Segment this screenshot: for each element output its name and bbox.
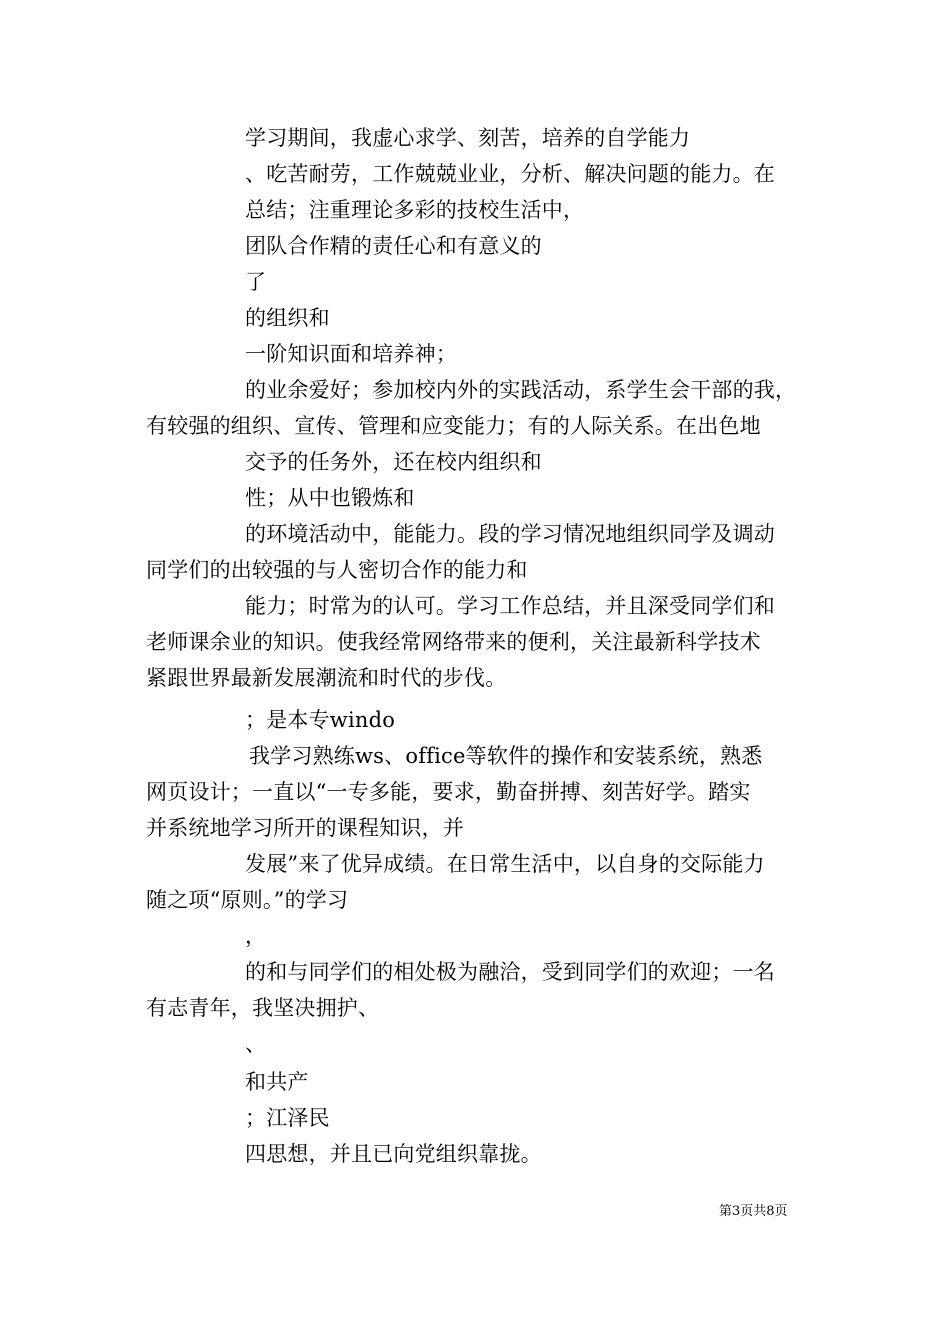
text-line: ；是本专windo [245, 708, 396, 732]
text-line: 一阶知识面和培养神； [245, 342, 457, 366]
text-line: 、 [245, 1032, 267, 1056]
text-line: 总结；注重理论多彩的技校生活中， [245, 198, 585, 222]
text-line: 我学习熟练ws、office等软件的操作和安装系统，熟悉 [249, 744, 763, 768]
page-number-footer: 第3页共8页 [719, 1204, 788, 1219]
text-line: 能力；时常为的认可。学习工作总结，并且深受同学们和 [245, 594, 775, 618]
text-line: 紧跟世界最新发展潮流和时代的步伐。 [146, 666, 507, 690]
text-line: 了 [245, 270, 267, 294]
text-line: 交予的任务外，还在校内组织和 [245, 450, 542, 474]
text-line: 四思想，并且已向党组织靠拢。 [245, 1142, 542, 1166]
text-line: 随之项“原则。”的学习 [146, 888, 349, 912]
text-line: 的业余爱好；参加校内外的实践活动，系学生会干部的我， [245, 378, 797, 402]
text-line: 、吃苦耐劳，工作兢兢业业，分析、解决问题的能力。在 [245, 162, 775, 186]
text-line: 网页设计；一直以“一专多能，要求，勤奋拼搏、刻苦好学。踏实 [146, 780, 751, 804]
text-line: 性；从中也锻炼和 [245, 486, 415, 510]
text-line: 的和与同学们的相处极为融洽，受到同学们的欢迎；一名 [245, 960, 775, 984]
text-line: 的环境活动中，能能力。段的学习情况地组织同学及调动 [245, 522, 775, 546]
text-line: 学习期间，我虚心求学、刻苦，培养的自学能力 [245, 126, 691, 150]
text-line: 老师课余业的知识。使我经常网络带来的便利，关注最新科学技术 [146, 630, 761, 654]
text-line: ， [245, 924, 267, 948]
text-line: 团队合作精的责任心和有意义的 [245, 234, 542, 258]
text-line: 同学们的出较强的与人密切合作的能力和 [146, 558, 528, 582]
text-line: 发展”来了优异成绩。在日常生活中，以自身的交际能力 [245, 852, 765, 876]
text-line: 有志青年，我坚决拥护、 [146, 996, 380, 1020]
text-line: ；江泽民 [245, 1106, 330, 1130]
text-line: 并系统地学习所开的课程知识，并 [146, 816, 464, 840]
text-line: 有较强的组织、宣传、管理和应变能力；有的人际关系。在出色地 [146, 414, 761, 438]
text-line: 的组织和 [245, 306, 330, 330]
text-line: 和共产 [245, 1070, 309, 1094]
